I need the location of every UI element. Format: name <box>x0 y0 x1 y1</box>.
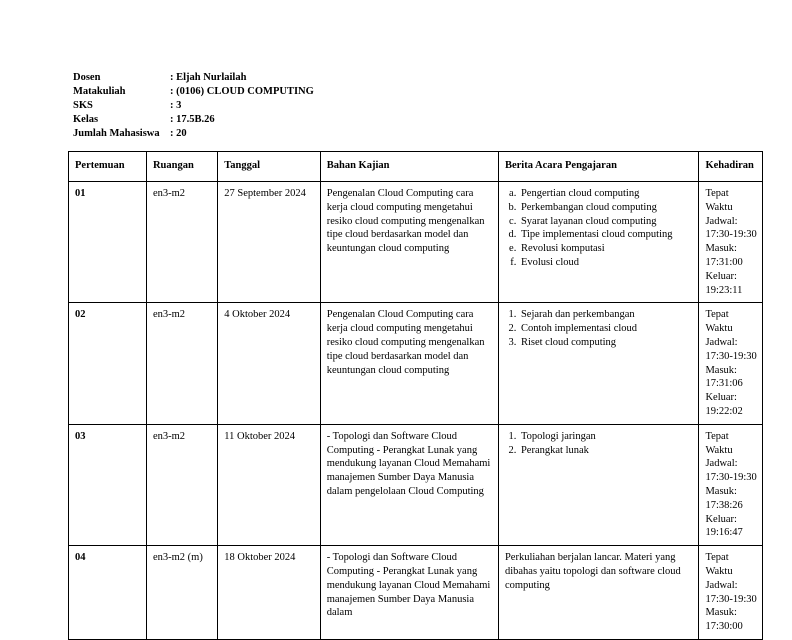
header-ruangan: Ruangan <box>146 152 217 182</box>
kehadiran-line: Jadwal: <box>705 579 738 591</box>
header-berita-acara: Berita Acara Pengajaran <box>498 152 699 182</box>
meta-jumlah-mahasiswa <box>73 127 314 141</box>
berita-list <box>505 430 694 458</box>
meta-label: Matakuliah <box>73 86 126 97</box>
table-row <box>69 182 763 303</box>
list-item: f. Evolusi cloud <box>519 256 694 270</box>
berita-list <box>505 308 694 349</box>
cell-pertemuan: 03 <box>69 424 147 545</box>
kehadiran-line: Masuk: <box>705 607 737 619</box>
meta-value: : 3 <box>170 100 182 111</box>
meta-value: : 20 <box>170 128 187 139</box>
kehadiran-line: 19:22:02 <box>705 405 743 417</box>
list-item: 1. Topologi jaringan <box>519 430 694 444</box>
kehadiran-line: Jadwal: <box>705 458 738 470</box>
teaching-log-table <box>68 151 763 640</box>
cell-bahan-kajian: - Topologi dan Software Cloud Computing - Perangkat Lunak yang mendukung layanan Cloud Memahami manajemen Sumber Daya Manusia dalam pengelolaan Cloud Computing <box>320 424 498 545</box>
kehadiran-line: 19:23:11 <box>705 284 743 296</box>
kehadiran-line: Masuk: <box>705 243 737 255</box>
kehadiran-line: 17:31:06 <box>705 378 743 390</box>
list-item: 2. Perangkat lunak <box>519 444 694 458</box>
list-item: d. Tipe implementasi cloud computing <box>519 228 694 242</box>
cell-ruangan: en3-m2 <box>146 424 217 545</box>
meta-label: Dosen <box>73 72 101 83</box>
course-info <box>73 71 314 141</box>
cell-bahan-kajian: - Topologi dan Software Cloud Computing - Perangkat Lunak yang mendukung layanan Cloud Memahami manajemen Sumber Daya Manusia dalam <box>320 546 498 640</box>
meta-value: : 17.5B.26 <box>170 114 215 125</box>
kehadiran-line: Masuk: <box>705 364 737 376</box>
kehadiran-line: 17:30-19:30 <box>705 472 757 484</box>
cell-kehadiran <box>699 424 763 545</box>
kehadiran-status: Tepat Waktu <box>705 188 733 213</box>
kehadiran-line: Masuk: <box>705 485 737 497</box>
list-item: 2. Contoh implementasi cloud <box>519 322 694 336</box>
list-item: 3. Riset cloud computing <box>519 336 694 350</box>
cell-berita-acara: Perkuliahan berjalan lancar. Materi yang dibahas yaitu topologi dan software cloud computing <box>498 546 699 640</box>
list-item: c. Syarat layanan cloud computing <box>519 215 694 229</box>
kehadiran-line: 17:31:00 <box>705 256 743 268</box>
cell-ruangan: en3-m2 (m) <box>146 546 217 640</box>
meta-label: Jumlah Mahasiswa <box>73 128 160 139</box>
cell-bahan-kajian: Pengenalan Cloud Computing cara kerja cloud computing mengetahui resiko cloud computing mengenalkan tipe cloud berdasarkan model dan keuntungan cloud computing <box>320 182 498 303</box>
cell-berita-acara <box>498 182 699 303</box>
table-row <box>69 303 763 424</box>
kehadiran-status: Tepat Waktu <box>705 552 733 577</box>
meta-value: : (0106) CLOUD COMPUTING <box>170 86 314 97</box>
kehadiran-line: 17:38:26 <box>705 499 743 511</box>
cell-pertemuan: 04 <box>69 546 147 640</box>
header-pertemuan: Pertemuan <box>69 152 147 182</box>
header-kehadiran: Kehadiran <box>699 152 763 182</box>
cell-pertemuan: 01 <box>69 182 147 303</box>
kehadiran-status: Tepat Waktu <box>705 430 733 456</box>
kehadiran-line: Keluar: <box>705 513 737 525</box>
table-row <box>69 424 763 545</box>
kehadiran-status: Tepat Waktu <box>705 309 733 335</box>
kehadiran-line: Jadwal: <box>705 215 738 227</box>
table-header-row <box>69 152 763 182</box>
header-tanggal: Tanggal <box>218 152 320 182</box>
kehadiran-line: 19:16:47 <box>705 527 743 539</box>
meta-dosen <box>73 71 314 85</box>
header-bahan-kajian: Bahan Kajian <box>320 152 498 182</box>
kehadiran-line: Jadwal: <box>705 336 738 348</box>
meta-kelas <box>73 113 314 127</box>
kehadiran-line: Keluar: <box>705 270 737 282</box>
kehadiran-line: 17:30:00 <box>705 621 743 633</box>
cell-bahan-kajian: Pengenalan Cloud Computing cara kerja cloud computing mengetahui resiko cloud computing mengenalkan tipe cloud berdasarkan model dan keuntungan cloud computing <box>320 303 498 424</box>
cell-berita-acara <box>498 303 699 424</box>
meta-label: Kelas <box>73 114 99 125</box>
kehadiran-line: Keluar: <box>705 392 737 404</box>
meta-label: SKS <box>73 100 93 111</box>
kehadiran-line: 17:30-19:30 <box>705 350 757 362</box>
cell-tanggal: 27 September 2024 <box>218 182 320 303</box>
list-item: e. Revolusi komputasi <box>519 242 694 256</box>
cell-tanggal: 4 Oktober 2024 <box>218 303 320 424</box>
list-item: a. Pengertian cloud computing <box>519 187 694 201</box>
cell-kehadiran <box>699 182 763 303</box>
list-item: b. Perkembangan cloud computing <box>519 201 694 215</box>
cell-ruangan: en3-m2 <box>146 303 217 424</box>
list-item: 1. Sejarah dan perkembangan <box>519 308 694 322</box>
kehadiran-line: 17:30-19:30 <box>705 593 757 605</box>
meta-matakuliah <box>73 85 314 99</box>
cell-kehadiran <box>699 303 763 424</box>
meta-sks <box>73 99 314 113</box>
meta-value: : Eljah Nurlailah <box>170 72 247 83</box>
cell-kehadiran <box>699 546 763 640</box>
cell-berita-acara <box>498 424 699 545</box>
cell-tanggal: 11 Oktober 2024 <box>218 424 320 545</box>
kehadiran-line: 17:30-19:30 <box>705 229 757 241</box>
berita-list <box>505 187 694 270</box>
cell-tanggal: 18 Oktober 2024 <box>218 546 320 640</box>
table-row <box>69 546 763 640</box>
cell-pertemuan: 02 <box>69 303 147 424</box>
cell-ruangan: en3-m2 <box>146 182 217 303</box>
